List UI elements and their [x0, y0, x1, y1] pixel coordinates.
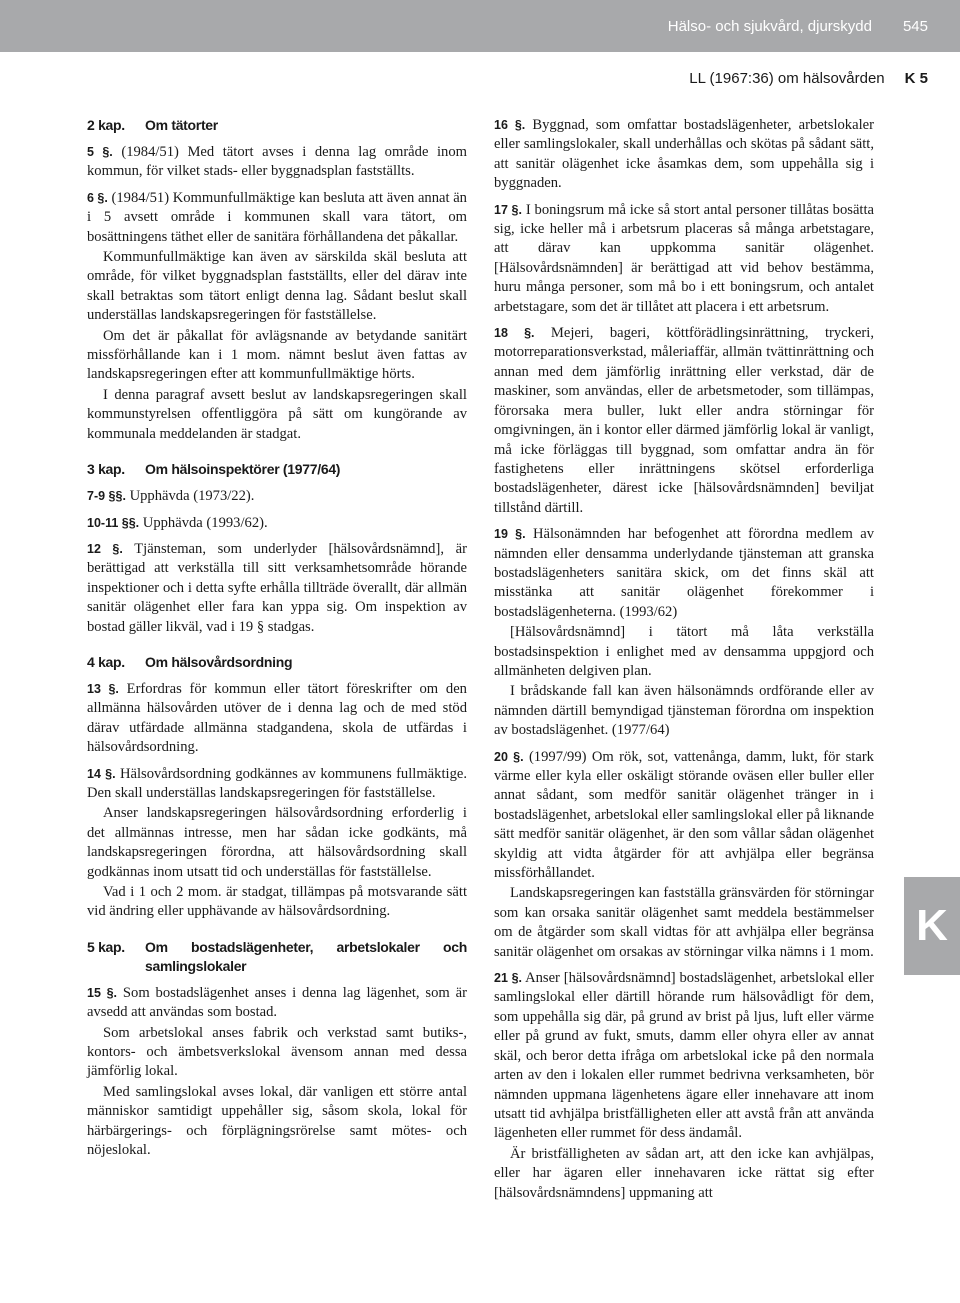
chapter-heading	[87, 938, 467, 976]
paragraph-text: Hälsovårdsordning godkännes av kommunens fullmäktige. Den skall underställas landskapsregeringen för fastställelse.	[87, 765, 467, 801]
section-paragraph	[494, 969, 874, 1144]
chapter-title: Om hälsoinspektörer (1977/64)	[145, 461, 341, 478]
chapter-number: 4 kap.	[87, 653, 125, 670]
section-number: 20 §.	[494, 749, 524, 764]
section-tab: K 5	[904, 70, 928, 87]
section-paragraph	[494, 201, 874, 317]
paragraph-text: Om det är påkallat för avlägsnande av betydande sanitärt missförhållande kan i 1 mom. nämnt beslut även fattas av landskapsregeringen efter att kommunfullmäktige hörts.	[87, 327, 467, 383]
paragraph-text: I denna paragraf avsett beslut av landskapsregeringen skall kommunstyrelsen offentliggöra på sätt om kungörande av kommunala meddelanden är stadgat.	[87, 386, 467, 442]
paragraph-text: [Hälsovårdsnämnd] i tätort må låta verkställa bostadsinspektion i enlighet med av densamma uppgjord och allmänheten delgiven plan.	[494, 624, 874, 679]
section-number: 18 §.	[494, 326, 535, 341]
section-number: 13 §.	[87, 681, 119, 696]
header-band	[0, 0, 960, 52]
section-paragraph	[494, 525, 874, 622]
paragraph-text: Tjänsteman, som underlyder [hälsovårdsnämnd], är berättigad att verkställa till sitt verksamhetsområde hörande inspektioner och i detta syfte erhålla tillträde överallt, där allmän sanitär olägenhet eller fara kan yppa sig. Om inspektion av bostad gäller likväl, vad i 19 § stadgas.	[87, 540, 467, 635]
left-column	[87, 116, 467, 1167]
section-paragraph	[87, 189, 467, 247]
paragraph	[87, 1024, 467, 1082]
law-title: LL (1967:36) om hälsovården	[689, 70, 885, 87]
section-number: 14 §.	[87, 766, 116, 781]
paragraph-text: Är bristfälligheten av sådan art, att den icke kan avhjälpas, eller har ägaren eller innehavaren icke rättat sig efter [hälsovårdsnämndens] uppmaning att	[494, 1145, 874, 1201]
paragraph-text: Vad i 1 och 2 mom. är stadgat, tillämpas på motsvarande sätt vid ändring eller upphävande av hälsovårdsordning.	[87, 884, 467, 920]
paragraph	[87, 883, 467, 922]
section-number: 10-11 §§.	[87, 515, 140, 530]
section-paragraph	[494, 324, 874, 518]
paragraph-text: (1997/99) Om rök, sot, vattenånga, damm, lukt, för stark värme eller kyla eller oskäligt störande oväsen eller buller eller annat sådant, som medför sanitär olägenhet tränger in i bostadslägenhet, arbetslokal eller samlingslokal eller på liknande sätt medför sanitär olägenhet, är den som vållar sådan olägenhet skyldig att vidta åtgärder för att avhjälpa eller begränsa missförhållandet.	[494, 748, 874, 882]
section-number: 5 §.	[87, 145, 113, 159]
paragraph-text: Landskapsregeringen kan fastställa gränsvärden för störningar som kan orsaka sanitär olägenhet samt meddela bestämmelser om de åtgärder som skall vidtas för att avhjälpa eller begränsa sanitär olägenhet om orsakas av störningar vilka nämns i 1 mom.	[494, 885, 874, 960]
section-number: 17 §.	[494, 202, 522, 217]
section-paragraph	[87, 984, 467, 1023]
paragraph-text: I brådskande fall kan även hälsonämnds ordförande eller av nämnden därtill bemyndigad tjänsteman förordna om inspektion av bostadslägenhet. (1977/64)	[494, 683, 874, 739]
chapter-number: 2 kap.	[87, 117, 125, 133]
paragraph-text: (1984/51) Med tätort avses i denna lag område inom kommun, för vilket stads- eller byggnadsplan fastställts.	[87, 144, 467, 180]
paragraph-text: I boningsrum må icke så stort antal personer tillåtas bosätta sig, icke heller må i arbetsrum placeras så många arbetstagare, att därav kan uppkomma sanitär olägenhet. [Hälsovårdsnämnden] är berättigad att vid behov bestämma, huru många personer, som må bo i ett boningsrum, och antalet arbetstagare, som det är tillåtet att placera i ett arbetsrum.	[494, 201, 875, 315]
section-number: 7-9 §§.	[87, 489, 126, 504]
paragraph-text: Hälsonämnden har befogenhet att förordna medlem av nämnden eller densamma underlydande tjänsteman att granska bostadslägenheters sanitära skick, om det finns skäl att misstänka att sanitär olägenhet förekommer i bostadslägenheterna. (1993/62)	[494, 526, 874, 620]
side-thumb-tab: K	[904, 877, 960, 975]
chapter-number: 3 kap.	[87, 461, 125, 478]
section-number: 12 §.	[87, 541, 123, 556]
paragraph-text: Upphävda (1973/22).	[129, 488, 255, 505]
paragraph	[494, 884, 874, 962]
section-paragraph	[494, 116, 874, 194]
paragraph	[87, 1083, 467, 1161]
paragraph-text: Erfordras för kommun eller tätort föreskrifter om den allmänna hälsovården utöver de i denna lag och de med stöd därav utfärdade allmänna stadgandena, skola de utfärdas i hälsovårdsordning.	[87, 680, 467, 756]
chapter-heading	[87, 116, 467, 135]
paragraph	[87, 804, 467, 882]
right-column	[494, 116, 874, 1210]
paragraph	[494, 682, 874, 740]
section-title: Hälso- och sjukvård, djurskydd	[667, 18, 872, 35]
chapter-heading	[87, 460, 467, 479]
paragraph-text: Anser landskapsregeringen hälsovårdsordning erforderlig i det allmännas intresse, men har sådan icke godkänts, må landskapsregeringen förordna, att hälsovårdsordning skall godkännas inom utsatt tid och underställas för fastställelse.	[87, 805, 467, 880]
section-paragraph	[87, 143, 467, 182]
section-paragraph	[87, 487, 467, 506]
section-paragraph	[87, 680, 467, 758]
paragraph-text: Mejeri, bageri, köttförädlingsinrättning, tryckeri, motorreparationsverkstad, måleriaffär, allmän tvättinrättning och annan med dem jämförlig inrättning eller verkstad, där de maskiner, som användas, eller de arbetsmetoder, som tillämpas, förorsaka mera buller, lukt eller andra störningar för omgivningen, än i kontor eller därmed jämförlig lokal är vanligt, må icke förläggas till byggnad, som omfattar andra än för fastighetens eller inrättningens skötsel erforderliga bostadslägenheter, därest icke [hälsovårdsnämnden] beviljat tillstånd därtill.	[494, 325, 874, 516]
paragraph-text: (1984/51) Kommunfullmäktige kan besluta att även annat än i 5 avsett område i kommunen skall vara tätort, om bosättningens täthet eller de sanitära förhållandena det påkallar.	[87, 189, 467, 245]
paragraph	[87, 248, 467, 326]
section-number: 21 §.	[494, 971, 523, 986]
paragraph	[494, 1145, 874, 1203]
section-paragraph	[87, 540, 467, 637]
section-number: 16 §.	[494, 118, 526, 132]
chapter-number: 5 kap.	[87, 938, 125, 955]
paragraph-text: Som arbetslokal anses fabrik och verkstad samt butiks-, kontors- och ämbetsverkslokal ävensom annan med dessa jämförlig lokal.	[87, 1024, 467, 1080]
chapter-heading	[87, 653, 467, 672]
paragraph-text: Med samlingslokal avses lokal, där vanligen ett större antal människor samtidigt uppehåller sig, såsom skola, lokal för härbärgerings- och förplägningsrörelse samt mötes- och nöjeslokal.	[87, 1083, 467, 1159]
paragraph-text: Som bostadslägenhet anses i denna lag lägenhet, som är avsedd att användas som bostad.	[87, 984, 467, 1021]
page-number: 545	[902, 18, 928, 35]
section-paragraph	[494, 748, 874, 884]
paragraph	[494, 623, 874, 681]
chapter-title: Om tätorter	[145, 117, 218, 133]
paragraph-text: Byggnad, som omfattar bostadslägenheter, arbetslokaler eller samlingslokaler, skall underhållas och skötas på sådant sätt, att sanitär olägenhet icke åsamkas dem, som uppehålla sig i byggnaden.	[494, 117, 874, 192]
paragraph-text: Anser [hälsovårdsnämnd] bostadslägenhet, arbetslokal eller samlingslokal eller därtill hörande rum hälsovådligt för dem, som uppehålla sig där, på grund av brist på ljus, luft eller värme eller på grund av fukt, smuts, damm eller ohyra eller av annat skäl, och beror detta ifråga om arbetslokal icke på den normala arten av den i lokalen eller rummet bedrivna verksamheten, bör nämnden uppmana lägenhetens ägare eller innehavare att inom utsatt tid avhjälpa bristfälligheten eller att avstå från att använda lägenheten eller rummet för dess ändamål.	[494, 970, 874, 1142]
running-header	[689, 70, 928, 87]
section-number: 15 §.	[87, 985, 118, 1000]
paragraph	[87, 386, 467, 444]
section-paragraph	[87, 514, 467, 533]
paragraph-text: Kommunfullmäktige kan även av särskilda skäl besluta att område, för vilket byggnadsplan fastställts, eller del därav inte skall betraktas som tätort enligt denna lag. Sådant beslut skall underställas landskapsregeringen för fastställelse.	[87, 249, 467, 324]
section-paragraph	[87, 765, 467, 804]
section-number: 6 §.	[87, 190, 108, 205]
paragraph	[87, 327, 467, 385]
section-number: 19 §.	[494, 527, 526, 542]
paragraph-text: Upphävda (1993/62).	[142, 514, 268, 531]
chapter-title: Om bostadslägenheter, arbetslokaler och samlingslokaler	[145, 938, 467, 974]
chapter-title: Om hälsovårdsordning	[145, 653, 293, 670]
